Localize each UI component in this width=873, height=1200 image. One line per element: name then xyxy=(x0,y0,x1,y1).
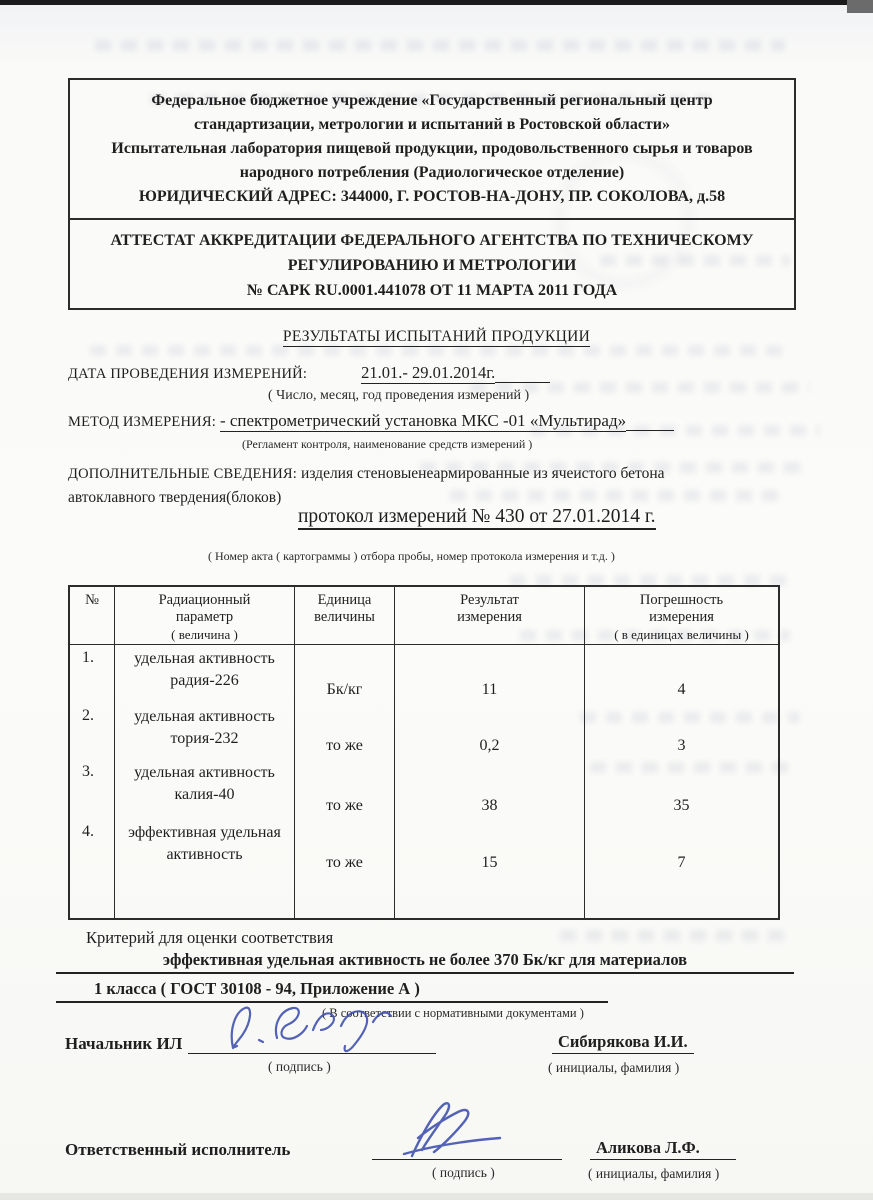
additional-value-line1: изделия стеновыенеармированные из ячеистого бетона xyxy=(301,465,665,482)
signature1-sign-caption: ( подпись ) xyxy=(268,1059,331,1074)
laboratory-name: Испытательная лаборатория пищевой продукции, продовольственного сырья и товаров народного потребления (Радиологическое отделение) xyxy=(111,140,753,181)
additional-label: ДОПОЛНИТЕЛЬНЫЕ СВЕДЕНИЯ: xyxy=(68,466,298,482)
col-header-num: № xyxy=(70,587,115,645)
accreditation-line1: АТТЕСТАТ АККРЕДИТАЦИИ ФЕДЕРАЛЬНОГО АГЕНТСТВА ПО ТЕХНИЧЕСКОМУ xyxy=(110,231,754,249)
document-title: РЕЗУЛЬТАТЫ ИСПЫТАНИЙ ПРОДУКЦИИ xyxy=(282,328,591,345)
table-row: 2. удельная активность тория-232 то же 0,2 3 xyxy=(70,703,778,759)
col-header-unit: Единица величины xyxy=(295,587,395,645)
measurement-date-label: ДАТА ПРОВЕДЕНИЯ ИЗМЕРЕНИЙ: xyxy=(68,366,308,382)
additional-info xyxy=(68,462,788,510)
table-row: 1. удельная активность радия-226 Бк/кг 11 4 xyxy=(70,645,778,703)
legal-address: ЮРИДИЧЕСКИЙ АДРЕС: 344000, Г. РОСТОВ-НА-ДОНУ, ПР. СОКОЛОВА, д.58 xyxy=(138,188,726,205)
scan-edge-bottom xyxy=(0,1193,873,1200)
protocol-caption: ( Номер акта ( картограммы ) отбора пробы, номер протокола измерения и т.д. ) xyxy=(208,549,615,563)
table-row: 3. удельная активность калия-40 то же 38 35 xyxy=(70,759,778,819)
criterion-caption: ( В соответствии с нормативными документами ) xyxy=(322,1006,584,1020)
signature2-sign-caption: ( подпись ) xyxy=(432,1165,495,1180)
underline-tail xyxy=(626,416,674,431)
signature2-ink xyxy=(382,1098,532,1160)
underline-tail xyxy=(495,368,550,383)
signature1-ink xyxy=(215,1000,405,1058)
results-table xyxy=(68,585,780,920)
signature1-name-caption: ( инициалы, фамилия ) xyxy=(548,1060,680,1075)
additional-value-line2: автоклавного твердения(блоков) xyxy=(68,489,282,506)
signature1-name: Сибирякова И.И. xyxy=(552,1032,694,1054)
organization-info xyxy=(70,80,794,220)
table-header-row xyxy=(70,587,778,645)
signature1-role: Начальник ИЛ xyxy=(65,1034,183,1053)
col-header-error: Погрешность измерения ( в единицах величины ) xyxy=(585,587,778,645)
method-label: МЕТОД ИЗМЕРЕНИЯ: xyxy=(68,414,216,430)
method-row xyxy=(68,411,674,431)
protocol-number-line: протокол измерений № 430 от 27.01.2014 г. xyxy=(298,506,656,528)
measurement-date-value: 21.01.- 29.01.2014г. xyxy=(361,363,496,382)
bleed-through-ghost xyxy=(95,40,785,51)
scan-edge-corner xyxy=(847,0,873,13)
organization-name: Федеральное бюджетное учреждение «Государственный региональный центр стандартизации, метрологии и испытаний в Ростовской области» xyxy=(151,92,713,133)
accreditation-number: № САРК RU.0001.441078 ОТ 11 МАРТА 2011 ГОДА xyxy=(246,281,618,299)
organization-header-box xyxy=(68,78,796,310)
accreditation-info xyxy=(70,220,794,310)
method-caption: (Регламент контроля, наименование средств измерений ) xyxy=(242,437,533,451)
criterion-line2: 1 класса ( ГОСТ 30108 - 94, Приложение А ) xyxy=(56,979,608,1003)
bleed-through-ghost xyxy=(560,930,790,941)
measurement-date-caption: ( Число, месяц, год проведения измерений ) xyxy=(268,388,530,403)
measurement-date-row xyxy=(68,363,550,383)
signature2-name: Аликова Л.Ф. xyxy=(590,1138,736,1160)
criterion-label: Критерий для оценки соответствия xyxy=(86,928,334,947)
col-header-result: Результат измерения xyxy=(395,587,585,645)
signature2-name-caption: ( инициалы, фамилия ) xyxy=(588,1166,720,1181)
scan-edge-top xyxy=(0,0,873,5)
accreditation-line2: РЕГУЛИРОВАНИЮ И МЕТРОЛОГИИ xyxy=(287,256,577,274)
signature2-role: Ответственный исполнитель xyxy=(65,1140,291,1159)
col-header-param: Радиационный параметр ( величина ) xyxy=(115,587,295,645)
table-empty-space xyxy=(70,876,778,918)
criterion-line1: эффективная удельная активность не более 370 Бк/кг для материалов xyxy=(56,950,794,974)
table-row: 4. эффективная удельная активность то же 15 7 xyxy=(70,819,778,876)
method-value: - спектрометрический установка МКС -01 «Мультирад» xyxy=(219,411,627,430)
